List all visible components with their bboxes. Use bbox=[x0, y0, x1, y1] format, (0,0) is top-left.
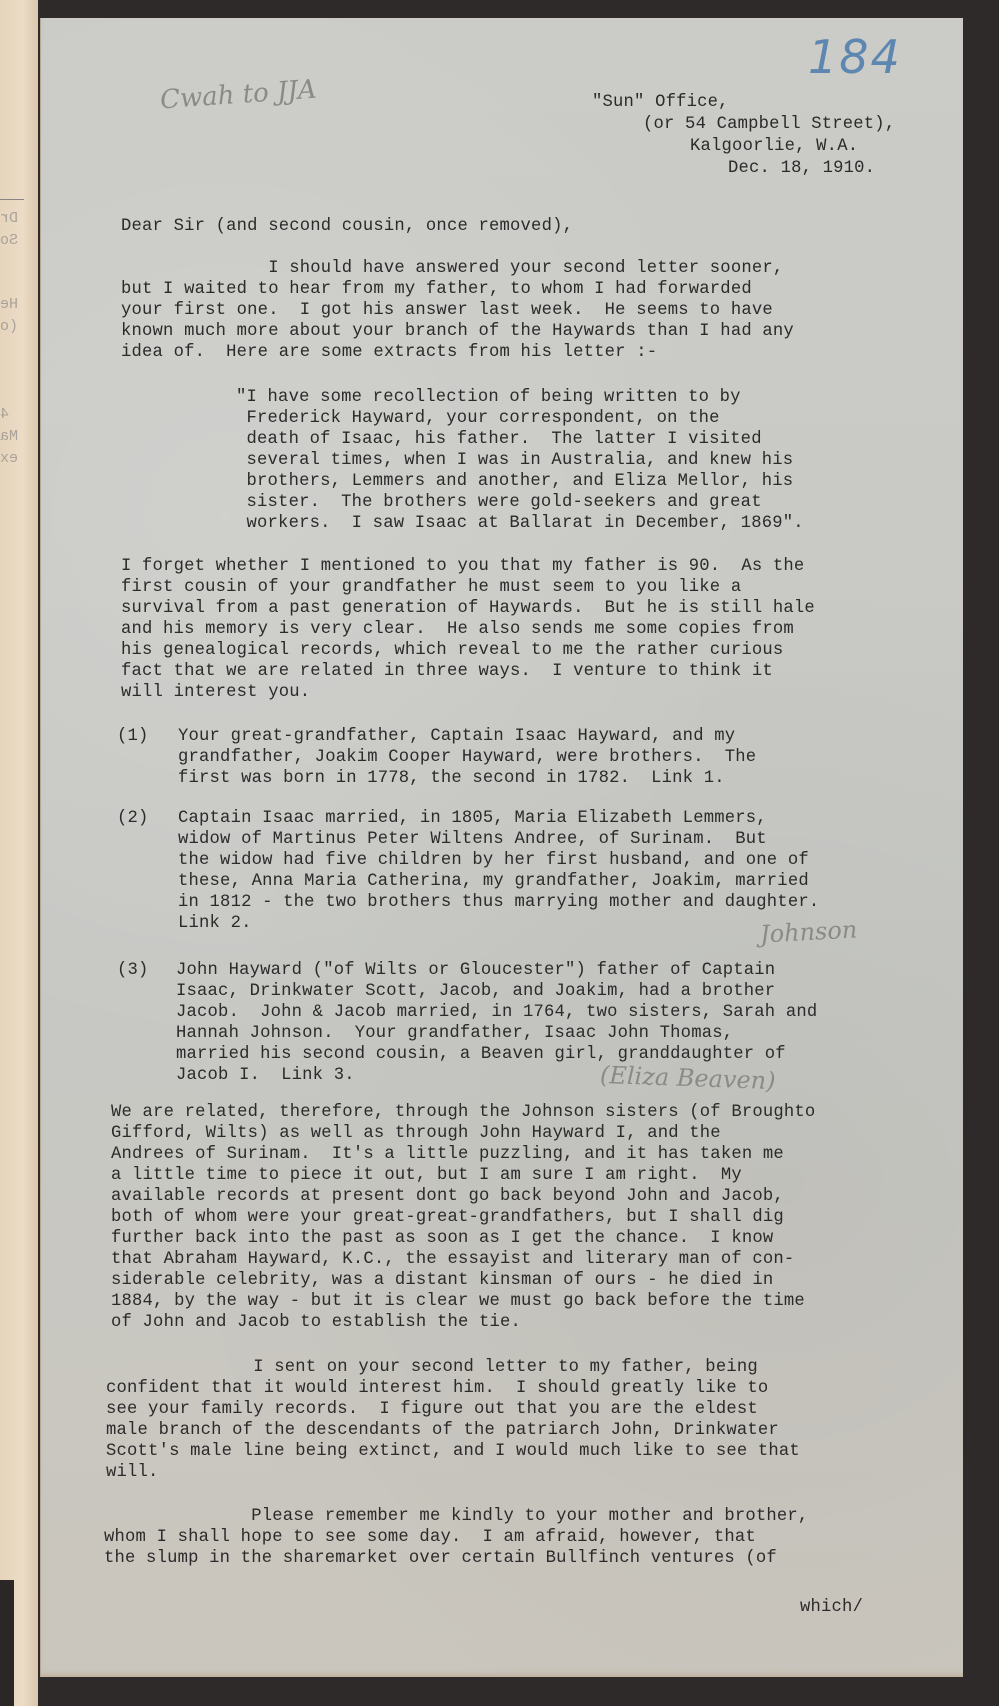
text-line: brothers, Lemmers and another, and Eliza Mellor, his bbox=[236, 472, 794, 491]
pencil-annotation-top: Cwah to JJA bbox=[159, 74, 318, 116]
text-line: Your great-grandfather, Captain Isaac Hayward, and my bbox=[178, 727, 736, 746]
text-line: survival from a past generation of Haywards. But he is still hale bbox=[121, 599, 815, 618]
text-line: these, Anna Maria Catherina, my grandfather, Joakim, married bbox=[178, 872, 809, 891]
text-line: first cousin of your grandfather he must seem to you like a bbox=[121, 578, 742, 597]
letterhead-line3: Kalgoorlie, W.A. bbox=[690, 137, 859, 156]
pencil-annotation-eliza-beaven: (Eliza Beaven) bbox=[599, 1060, 776, 1096]
text-line: Captain Isaac married, in 1805, Maria Elizabeth Lemmers, bbox=[178, 809, 767, 828]
background-shadow bbox=[0, 1580, 14, 1706]
text-line: a little time to piece it out, but I am sure I am right. My bbox=[111, 1166, 742, 1185]
text-line: further back into the past as soon as I get the chance. I know bbox=[111, 1229, 774, 1248]
text-line: "I have some recollection of being written to by bbox=[236, 388, 741, 407]
text-line: see your family records. I figure out that you are the eldest bbox=[106, 1400, 758, 1419]
text-line: available records at present dont go back beyond John and Jacob, bbox=[111, 1187, 784, 1206]
item-number: (3) bbox=[117, 961, 149, 980]
margin-rule bbox=[0, 199, 24, 200]
page-number-annotation: 184 bbox=[808, 30, 902, 84]
text-line: death of Isaac, his father. The latter I visited bbox=[236, 430, 762, 449]
text-line: both of whom were your great-great-grandfathers, but I shall dig bbox=[111, 1208, 784, 1227]
text-line: first was born in 1778, the second in 1782. Link 1. bbox=[178, 769, 725, 788]
text-line: known much more about your branch of the Haywards than I had any bbox=[121, 322, 794, 341]
text-line: I sent on your second letter to my father, being bbox=[106, 1358, 758, 1377]
text-line: the slump in the sharemarket over certain Bullfinch ventures (of bbox=[104, 1549, 777, 1568]
text-line: whom I shall hope to see some day. I am afraid, however, that bbox=[104, 1528, 756, 1547]
letter-date: Dec. 18, 1910. bbox=[728, 159, 876, 178]
text-line: and his memory is very clear. He also sends me some copies from bbox=[121, 620, 794, 639]
text-line: Please remember me kindly to your mother and brother, bbox=[104, 1507, 809, 1526]
item-number: (1) bbox=[117, 727, 149, 746]
text-line: of John and Jacob to establish the tie. bbox=[111, 1313, 522, 1332]
text-line: 1884, by the way - but it is clear we must go back before the time bbox=[111, 1292, 805, 1311]
text-line: I forget whether I mentioned to you that my father is 90. As the bbox=[121, 557, 805, 576]
catchword: which/ bbox=[800, 1598, 864, 1617]
text-line: Frederick Hayward, your correspondent, on the bbox=[236, 409, 720, 428]
text-line: grandfather, Joakim Cooper Hayward, were brothers. The bbox=[178, 748, 757, 767]
margin-fragment: So bbox=[0, 232, 19, 249]
margin-fragment: (o bbox=[0, 318, 19, 335]
text-line: married his second cousin, a Beaven girl, granddaughter of bbox=[176, 1045, 786, 1064]
text-line: but I waited to hear from my father, to whom I had forwarded bbox=[121, 280, 752, 299]
text-line: the widow had five children by her first husband, and one of bbox=[178, 851, 809, 870]
text-line: Isaac, Drinkwater Scott, Jacob, and Joakim, had a brother bbox=[176, 982, 776, 1001]
text-line: Gifford, Wilts) as well as through John Hayward I, and the bbox=[111, 1124, 721, 1143]
text-line: fact that we are related in three ways. I venture to think it bbox=[121, 662, 773, 681]
text-line: idea of. Here are some extracts from his letter :- bbox=[121, 343, 658, 362]
margin-fragment: 4 bbox=[0, 406, 10, 423]
text-line: sister. The brothers were gold-seekers and great bbox=[236, 493, 762, 512]
text-line: will. bbox=[106, 1463, 159, 1482]
text-line: confident that it would interest him. I should greatly like to bbox=[106, 1379, 769, 1398]
text-line: several times, when I was in Australia, and knew his bbox=[236, 451, 794, 470]
salutation: Dear Sir (and second cousin, once removed), bbox=[121, 217, 574, 236]
text-line: We are related, therefore, through the Johnson sisters (of Broughto bbox=[111, 1103, 816, 1122]
text-line: Andrees of Surinam. It's a little puzzling, and it has taken me bbox=[111, 1145, 784, 1164]
text-line: Hannah Johnson. Your grandfather, Isaac John Thomas, bbox=[176, 1024, 734, 1043]
letterhead-line2: (or 54 Campbell Street), bbox=[643, 115, 896, 134]
text-line: Link 2. bbox=[178, 914, 252, 933]
margin-fragment: ex bbox=[0, 450, 19, 467]
text-line: workers. I saw Isaac at Ballarat in December, 1869". bbox=[236, 514, 804, 533]
item-number: (2) bbox=[117, 809, 149, 828]
margin-fragment: He bbox=[0, 296, 19, 313]
text-line: I should have answered your second letter sooner, bbox=[121, 259, 784, 278]
letterhead-line1: "Sun" Office, bbox=[592, 93, 729, 112]
text-line: John Hayward ("of Wilts or Gloucester") father of Captain bbox=[176, 961, 776, 980]
text-line: his genealogical records, which reveal to me the rather curious bbox=[121, 641, 784, 660]
text-line: Jacob I. Link 3. bbox=[176, 1066, 355, 1085]
text-line: male branch of the descendants of the patriarch John, Drinkwater bbox=[106, 1421, 779, 1440]
pencil-annotation-johnson: Johnson bbox=[759, 915, 858, 949]
text-line: your first one. I got his answer last week. He seems to have bbox=[121, 301, 773, 320]
text-line: that Abraham Hayward, K.C., the essayist and literary man of con- bbox=[111, 1250, 795, 1269]
text-line: Scott's male line being extinct, and I would much like to see that bbox=[106, 1442, 800, 1461]
margin-fragment: Dr bbox=[0, 210, 19, 227]
margin-fragment: Ma bbox=[0, 428, 19, 445]
text-line: siderable celebrity, was a distant kinsman of ours - he died in bbox=[111, 1271, 774, 1290]
text-line: Jacob. John & Jacob married, in 1764, two sisters, Sarah and bbox=[176, 1003, 818, 1022]
text-line: in 1812 - the two brothers thus marrying mother and daughter. bbox=[178, 893, 820, 912]
adjacent-page-edge bbox=[0, 0, 38, 1706]
text-line: widow of Martinus Peter Wiltens Andree, of Surinam. But bbox=[178, 830, 767, 849]
text-line: will interest you. bbox=[121, 683, 311, 702]
